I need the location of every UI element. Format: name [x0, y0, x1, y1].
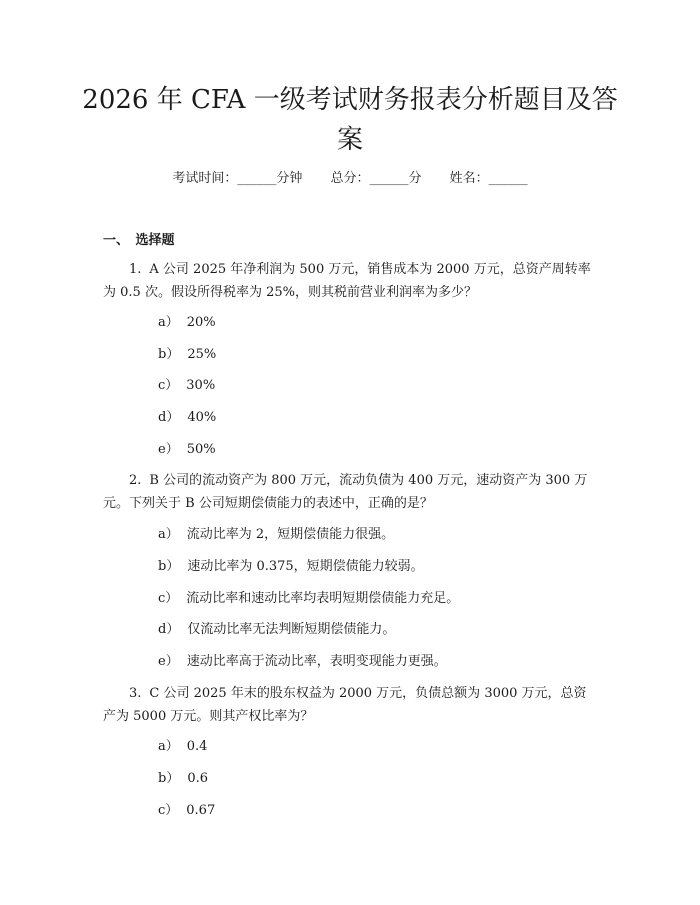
option-text: 0.67: [186, 803, 216, 818]
question-1: [103, 258, 595, 304]
section-heading: 一、 选择题: [103, 233, 175, 248]
question-2-option-d: [158, 621, 395, 639]
option-letter: c）: [158, 378, 179, 393]
question-3-option-c: [158, 802, 215, 820]
option-letter: e）: [158, 654, 179, 669]
exam-meta-line: [0, 167, 700, 186]
question-text: B 公司的流动资产为 800 万元，流动负债为 400 万元，速动资产为 300 万元。下列关于 B 公司短期偿债能力的表述中，正确的是？: [103, 473, 588, 511]
question-1-option-e: [158, 441, 216, 459]
option-letter: b）: [158, 347, 180, 362]
option-letter: a）: [158, 527, 179, 542]
option-letter: c）: [158, 803, 179, 818]
option-text: 0.6: [187, 771, 209, 786]
question-text: C 公司 2025 年末的股东权益为 2000 万元，负债总额为 3000 万元，总资产为 5000 万元。则其产权比率为？: [103, 686, 587, 724]
question-number: 2.: [129, 473, 142, 488]
option-letter: c）: [158, 591, 179, 606]
option-text: 40%: [187, 410, 217, 425]
option-text: 30%: [186, 378, 216, 393]
option-letter: b）: [158, 559, 180, 574]
question-number: 3.: [129, 686, 142, 701]
question-1-option-a: [158, 314, 216, 332]
option-text: 0.4: [186, 739, 208, 754]
option-letter: d）: [158, 410, 180, 425]
question-1-option-b: [158, 346, 216, 364]
option-text: 速动比率高于流动比率，表明变现能力更强。: [186, 654, 447, 669]
question-1-option-d: [158, 409, 216, 427]
option-letter: a）: [158, 739, 179, 754]
option-text: 仅流动比率无法判断短期偿债能力。: [187, 622, 396, 637]
option-letter: b）: [158, 771, 180, 786]
question-3: [103, 682, 595, 728]
question-number: 1.: [129, 262, 142, 277]
option-letter: a）: [158, 315, 179, 330]
document-title: 2026 年 CFA 一级考试财务报表分析题目及答案: [82, 85, 618, 155]
option-text: 流动比率为 2，短期偿债能力很强。: [186, 527, 395, 542]
question-2: [103, 469, 595, 515]
question-3-option-b: [158, 770, 208, 788]
option-letter: e）: [158, 442, 179, 457]
exam-time-label: 考试时间：______分钟: [172, 171, 303, 186]
name-label: 姓名：______: [449, 171, 528, 186]
option-text: 25%: [187, 347, 217, 362]
question-2-option-e: [158, 653, 447, 671]
option-text: 速动比率为 0.375，短期偿债能力较弱。: [187, 559, 424, 574]
option-text: 50%: [186, 442, 216, 457]
option-text: 20%: [186, 315, 216, 330]
question-2-option-b: [158, 558, 424, 576]
question-2-option-a: [158, 526, 394, 544]
question-text: A 公司 2025 年净利润为 500 万元，销售成本为 2000 万元，总资产周转率为 0.5 次。假设所得税率为 25%，则其税前营业利润率为多少？: [103, 262, 591, 300]
question-1-option-c: [158, 377, 215, 395]
question-2-option-c: [158, 590, 459, 608]
question-3-option-a: [158, 738, 207, 756]
total-score-label: 总分：______分: [330, 171, 422, 186]
option-text: 流动比率和速动比率均表明短期偿债能力充足。: [186, 591, 460, 606]
option-letter: d）: [158, 622, 180, 637]
